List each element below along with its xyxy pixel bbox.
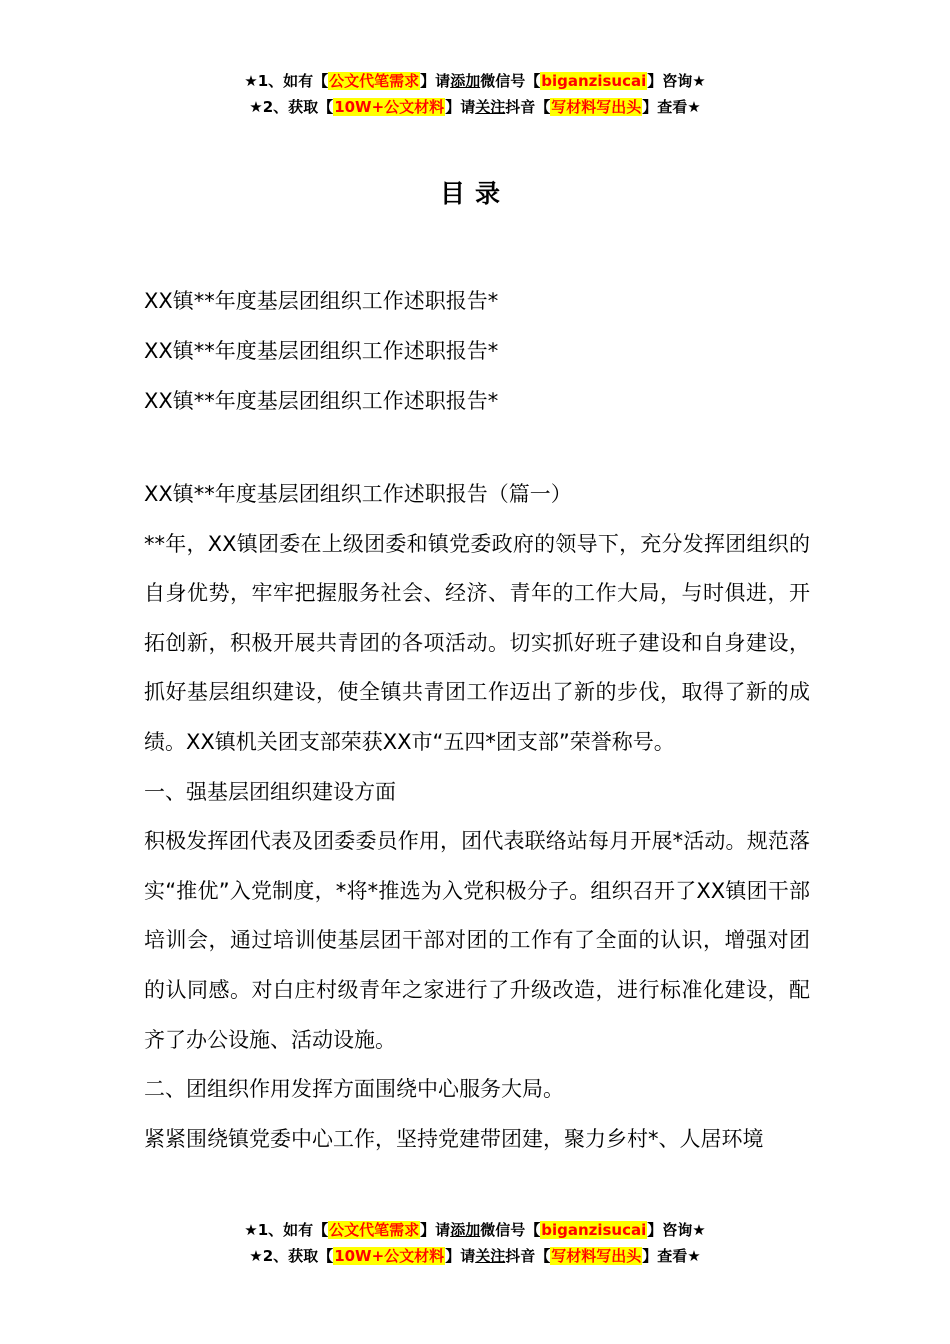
header-banner — [0, 68, 950, 120]
banner-line-1-highlight-1: 公文代笔需求 — [329, 1221, 420, 1239]
banner-line-1-mid-1: 】请 — [420, 72, 451, 90]
banner-line-2-highlight-1: 10W+公文材料 — [334, 98, 445, 116]
banner-line-1-highlight-2: biganzisucai — [541, 1221, 647, 1239]
banner-line-1-highlight-1: 公文代笔需求 — [329, 72, 420, 90]
paragraph: **年，XX镇团委在上级团委和镇党委政府的领导下，充分发挥团组织的自身优势，牢牢把握服务社会、经济、青年的工作大局，与时俱进，开拓创新，积极开展共青团的各项活动。切实抓好班子建设和自身建设，抓好基层组织建设，使全镇共青团工作迈出了新的步伐，取得了新的成绩。XX镇机关团支部荣获XX市“五四*团支部”荣誉称号。 — [144, 531, 810, 754]
paragraph: 紧紧围绕镇党委中心工作，坚持党建带团建，聚力乡村*、人居环境 — [144, 1126, 764, 1151]
banner-line-2-highlight-2: 写材料写出头 — [551, 1247, 642, 1265]
paragraph: 积极发挥团代表及团委委员作用，团代表联络站每月开展*活动。规范落实“推优”入党制度，*将*推选为入党积极分子。组织召开了XX镇团干部培训会，通过培训使基层团干部对团的工作有了全面的认识，增强对团的认同感。对白庄村级青年之家进行了升级改造，进行标准化建设，配齐了办公设施、活动设施。 — [144, 829, 810, 1052]
banner-line-2-suffix: 】查看★ — [642, 98, 701, 116]
banner-line-2 — [0, 1243, 950, 1269]
banner-line-1-suffix: 】咨询★ — [647, 72, 706, 90]
article-title: XX镇**年度基层团组织工作述职报告（篇一） — [144, 482, 572, 506]
table-of-contents — [144, 276, 814, 426]
banner-line-1-underlined: 添加 — [450, 72, 481, 90]
banner-line-2-mid-1: 】请 — [445, 1247, 476, 1265]
banner-line-1-prefix: ★1、如有【 — [244, 72, 329, 90]
banner-line-2-highlight-1: 10W+公文材料 — [334, 1247, 445, 1265]
banner-line-2-underlined: 关注 — [475, 1247, 506, 1265]
banner-line-1-mid-2: 微信号【 — [480, 1221, 541, 1239]
banner-line-2-mid-1: 】请 — [445, 98, 476, 116]
banner-line-1-underlined: 添加 — [450, 1221, 481, 1239]
banner-line-1 — [0, 1217, 950, 1243]
banner-line-2-highlight-2: 写材料写出头 — [551, 98, 642, 116]
banner-line-1-suffix: 】咨询★ — [647, 1221, 706, 1239]
toc-item: XX镇**年度基层团组织工作述职报告* — [144, 389, 499, 413]
toc-item: XX镇**年度基层团组织工作述职报告* — [144, 289, 499, 313]
footer-banner — [0, 1217, 950, 1269]
banner-line-2-mid-2: 抖音【 — [505, 98, 551, 116]
banner-line-1-prefix: ★1、如有【 — [244, 1221, 329, 1239]
banner-line-1-highlight-2: biganzisucai — [541, 72, 647, 90]
banner-line-2-prefix: ★2、获取【 — [249, 1247, 334, 1265]
toc-title: 目录 — [439, 179, 510, 208]
banner-line-1 — [0, 68, 950, 94]
banner-line-2-underlined: 关注 — [475, 98, 506, 116]
article-body — [144, 470, 810, 1164]
section-heading: 二、团组织作用发挥方面围绕中心服务大局。 — [144, 1077, 564, 1102]
banner-line-2-mid-2: 抖音【 — [505, 1247, 551, 1265]
banner-line-1-mid-1: 】请 — [420, 1221, 451, 1239]
banner-line-2 — [0, 94, 950, 120]
banner-line-1-mid-2: 微信号【 — [480, 72, 541, 90]
section-heading: 一、强基层团组织建设方面 — [144, 779, 396, 804]
banner-line-2-suffix: 】查看★ — [642, 1247, 701, 1265]
banner-line-2-prefix: ★2、获取【 — [249, 98, 334, 116]
toc-item: XX镇**年度基层团组织工作述职报告* — [144, 339, 499, 363]
